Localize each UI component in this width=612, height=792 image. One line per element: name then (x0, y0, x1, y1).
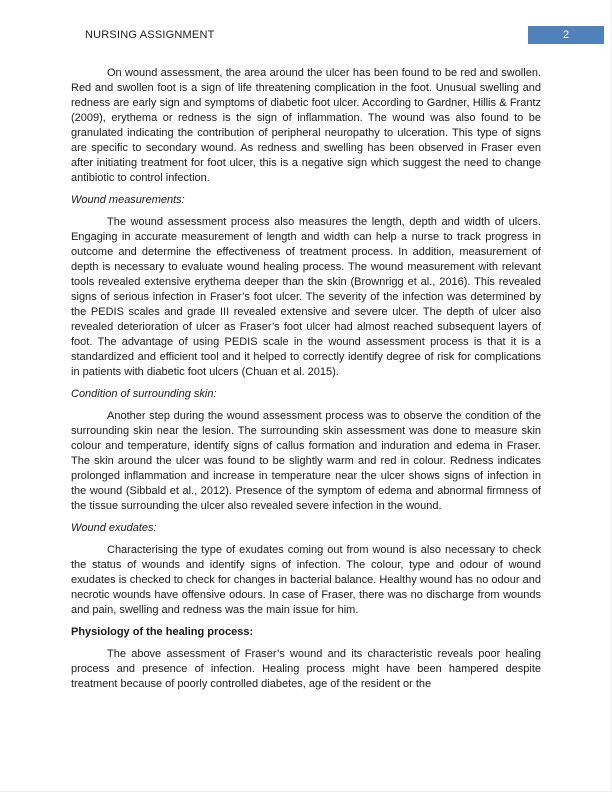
page-body (71, 66, 541, 699)
heading-wound-measurements: Wound measurements: (71, 194, 185, 206)
page-header (85, 26, 604, 44)
header-title: NURSING ASSIGNMENT (85, 29, 215, 41)
heading-condition-of-surrounding-skin: Condition of surrounding skin: (71, 388, 217, 400)
page-number: 2 (562, 29, 570, 41)
page-number-badge (528, 26, 604, 44)
heading-wound-exudates: Wound exudates: (71, 522, 157, 534)
paragraph-wound-measurements: The wound assessment process also measures the length, depth and width of ulcers. Engaging in accurate measurement of length and width can help a nurse to track progress in outcome and determine the effectiveness of treatment process. In addition, measurement of depth is necessary to evaluate wound healing process. The wound measurement with relevant tools revealed extensive erythema deeper than the skin (Brownrigg et al., 2016). This revealed signs of serious infection in Fraser’s foot ulcer. The severity of the infection was determined by the PEDIS scales and grade III revealed extensive and severe ulcer. The depth of ulcer also revealed deterioration of ulcer as Fraser’s foot ulcer had almost reached subsequent layers of foot. The advantage of using PEDIS scale in the wound assessment process is that it is a standardized and efficient tool and it helped to correctly identify degree of risk for complications in patients with diabetic foot ulcers (Chuan et al. 2015). (71, 216, 541, 378)
paragraph-surrounding-skin: Another step during the wound assessment process was to observe the condition of the surrounding skin near the lesion. The surrounding skin assessment was done to measure skin colour and temperature, identify signs of callus formation and induration and edema in Fraser. The skin around the ulcer was found to be slightly warm and red in colour. Redness indicates prolonged inflammation and increase in temperature near the ulcer shows signs of infection in the wound (Sibbald et al., 2012). Presence of the symptom of edema and abnormal firmness of the tissue surrounding the ulcer also revealed severe infection in the wound. (71, 410, 541, 512)
paragraph-wound-exudates: Characterising the type of exudates coming out from wound is also necessary to check the status of wounds and identify signs of infection. The colour, type and odour of wound exudates is checked to check for changes in bacterial balance. Healthy wound has no odour and necrotic wounds have offensive odours. In case of Fraser, there was no discharge from wounds and pain, swelling and redness was the main issue for him. (71, 544, 541, 616)
heading-physiology-of-healing-process: Physiology of the healing process: (71, 626, 254, 638)
paragraph-wound-assessment: On wound assessment, the area around the ulcer has been found to be red and swollen. Red and swollen foot is a sign of life threatening complication in the foot. Unusual swelling and redness are early sign and symptoms of diabetic foot ulcer. According to Gardner, Hillis & Frantz (2009), erythema or redness is the sign of inflammation. The wound was also found to be granulated indicating the contribution of peripheral neuropathy to ulceration. This type of signs are specific to secondary wound. As redness and swelling has been observed in Fraser even after initiating treatment for foot ulcer, this is a negative sign which suggest the need to change antibiotic to control infection. (71, 67, 541, 184)
paragraph-healing-process: The above assessment of Fraser’s wound and its characteristic reveals poor healing process and presence of infection. Healing process might have been hampered despite treatment because of poorly controlled diabetes, age of the resident or the (71, 648, 541, 690)
